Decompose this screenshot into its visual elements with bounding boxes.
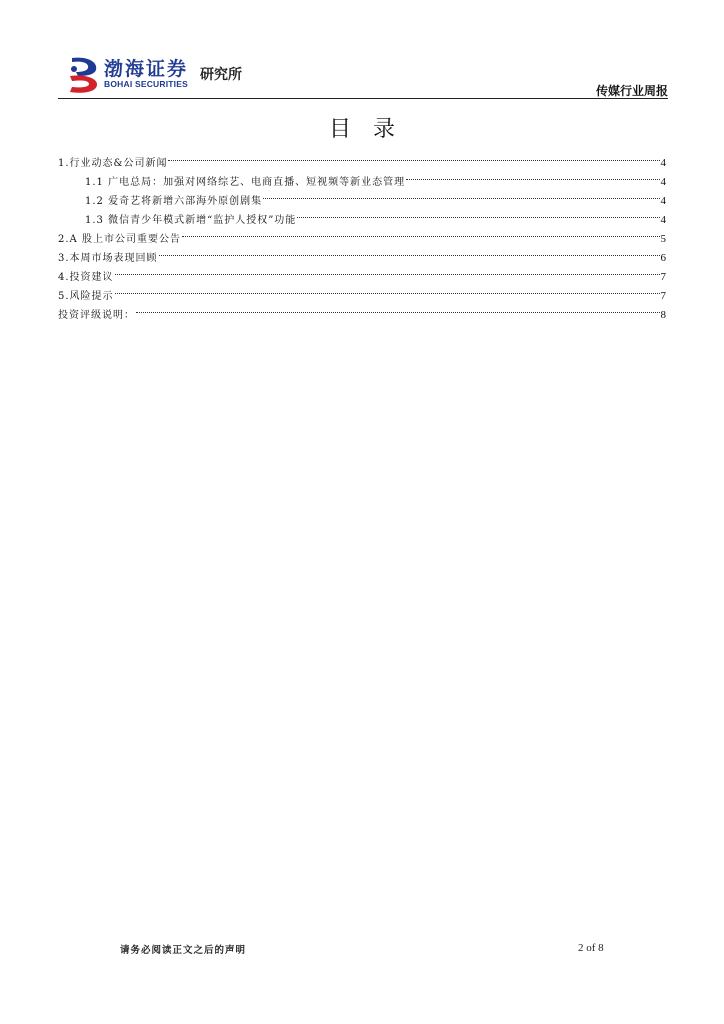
- toc-leader-dots: [136, 299, 660, 318]
- toc-leader-dots: [115, 261, 660, 280]
- disclaimer-note: 请务必阅读正文之后的声明: [120, 945, 247, 956]
- toc-entry-label: 5.风险提示: [58, 291, 114, 302]
- toc-entry-label: 投资评级说明：: [58, 310, 135, 321]
- toc-entry-label: 3.本周市场表现回顾: [58, 253, 158, 264]
- toc-leader-dots: [159, 242, 660, 261]
- header-divider: [58, 98, 668, 99]
- toc-entry-page: 4: [660, 157, 666, 169]
- toc-entry-label: 4.投资建议: [58, 272, 114, 283]
- toc-entry-label: 1.1 广电总局：加强对网络综艺、电商直播、短视频等新业态管理: [85, 177, 406, 188]
- logo-chinese-name: 渤海证券: [104, 58, 189, 80]
- toc-entry-page: 7: [660, 290, 666, 302]
- page-header: [58, 52, 668, 100]
- toc-entry-page: 4: [660, 214, 666, 226]
- logo-english-name: BOHAI SECURITIES: [104, 79, 188, 89]
- toc-entry-label: 1.2 爱奇艺将新增六部海外原创剧集: [85, 196, 263, 207]
- toc-leader-dots: [263, 185, 659, 204]
- toc-entry[interactable]: [58, 280, 666, 302]
- toc-entry-label: 1.3 微信青少年模式新增“监护人授权”功能: [85, 215, 297, 226]
- toc-entry-page: 7: [660, 271, 666, 283]
- report-type-label: 传媒行业周报: [595, 84, 668, 98]
- toc-entry-page: 5: [660, 233, 666, 245]
- toc-title: 目录: [328, 117, 417, 142]
- toc-entry-page: 6: [660, 252, 666, 264]
- page-indicator: 2 of 8: [578, 942, 604, 954]
- toc-entry-page: 4: [660, 176, 666, 188]
- toc-entry[interactable]: [58, 261, 666, 283]
- toc-leader-dots: [168, 147, 659, 166]
- toc-leader-dots: [406, 166, 659, 185]
- institute-label: 研究所: [200, 67, 242, 83]
- table-of-contents: [58, 147, 666, 321]
- bohai-logo-icon: [66, 56, 100, 94]
- toc-entry[interactable]: [58, 147, 666, 169]
- toc-entry-page: 4: [660, 195, 666, 207]
- toc-entry-page: 8: [660, 309, 666, 321]
- toc-leader-dots: [115, 280, 660, 299]
- toc-leader-dots: [182, 223, 660, 242]
- toc-entry-label: 1.行业动态&公司新闻: [58, 158, 168, 169]
- toc-entry[interactable]: [58, 299, 666, 321]
- toc-leader-dots: [297, 204, 659, 223]
- toc-entry-label: 2.A 股上市公司重要公告: [58, 234, 181, 245]
